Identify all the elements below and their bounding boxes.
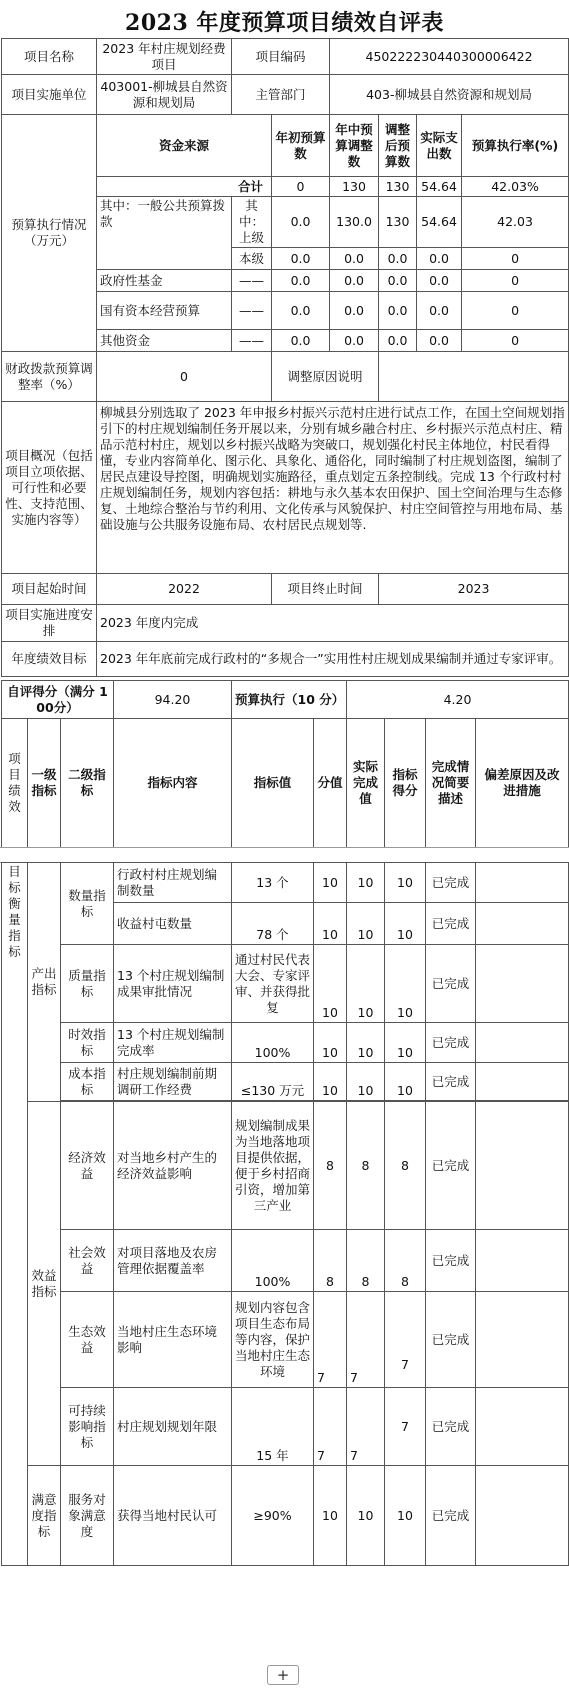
state-capital-mid: 0.0 <box>330 292 379 330</box>
progress-label: 项目实施进度安排 <box>2 605 97 642</box>
gov-fund-adjusted: 0.0 <box>379 270 417 292</box>
state-capital-adjusted: 0.0 <box>379 292 417 330</box>
row6-note <box>476 1102 569 1230</box>
row5-got: 10 <box>385 1063 426 1101</box>
row5-note <box>476 1063 569 1101</box>
form-title: 2023 年度预算项目绩效自评表 <box>125 10 444 36</box>
row7-note <box>476 1230 569 1292</box>
other-fund-dash: —— <box>232 330 272 352</box>
service-indicator-label: 服务对象满意度 <box>61 1466 114 1566</box>
row10-score: 10 <box>314 1466 347 1566</box>
row6-got: 8 <box>385 1102 426 1230</box>
row10-content: 获得当地村民认可 <box>114 1466 232 1566</box>
eco-indicator-label: 生态效益 <box>61 1292 114 1388</box>
other-fund-label: 其他资金 <box>97 330 232 352</box>
col-value: 指标值 <box>232 719 314 848</box>
row4-note <box>476 1023 569 1063</box>
adjust-reason-value <box>379 352 569 402</box>
state-capital-initial: 0.0 <box>272 292 330 330</box>
row5-status: 已完成 <box>426 1063 476 1101</box>
row2-status: 已完成 <box>426 903 476 945</box>
project-name-value: 2023 年村庄规划经费项目 <box>97 39 232 75</box>
adjust-reason-label: 调整原因说明 <box>272 352 379 402</box>
row3-note <box>476 945 569 1023</box>
unit-value: 403001-柳城县自然资源和规划局 <box>97 75 232 115</box>
total-adjusted: 130 <box>379 177 417 197</box>
actual-header: 实际支出数 <box>417 115 462 177</box>
timeliness-indicator-label: 时效指标 <box>61 1023 114 1063</box>
col-deviation: 偏差原因及改进措施 <box>476 719 569 848</box>
row2-value: 78 个 <box>232 903 314 945</box>
budget-section-label: 预算执行情况（万元） <box>2 115 97 352</box>
row10-status: 已完成 <box>426 1466 476 1566</box>
row9-score: 7 <box>314 1388 347 1466</box>
row8-note <box>476 1292 569 1388</box>
col-level2: 二级指标 <box>61 719 114 848</box>
col-project-perf: 项目绩效 <box>2 719 28 848</box>
row3-actual: 10 <box>347 945 385 1023</box>
project-code-label: 项目编码 <box>232 39 330 75</box>
upper-label: 其中：上级 <box>232 197 272 248</box>
gov-fund-label: 政府性基金 <box>97 270 232 292</box>
row10-note <box>476 1466 569 1566</box>
row8-value: 规划内容包含项目生态布局等内容，保护当地村庄生态环境 <box>232 1292 314 1388</box>
adjust-rate-label: 财政拨款预算调整率（%） <box>2 352 97 402</box>
other-fund-rate: 0 <box>462 330 569 352</box>
row3-content: 13 个村庄规划编制成果审批情况 <box>114 945 232 1023</box>
row1-value: 13 个 <box>232 863 314 903</box>
row2-note <box>476 903 569 945</box>
local-initial: 0.0 <box>272 248 330 270</box>
exec-score-label: 预算执行（10 分） <box>232 681 347 719</box>
mid-adjust-header: 年中预算调整数 <box>330 115 379 177</box>
local-adjusted: 0.0 <box>379 248 417 270</box>
row2-content: 收益村屯数量 <box>114 903 232 945</box>
overview-label: 项目概况（包括项目立项依据、可行性和必要性、支持范围、实施内容等） <box>2 402 97 574</box>
row10-got: 10 <box>385 1466 426 1566</box>
row8-got: 7 <box>385 1292 426 1388</box>
row1-note <box>476 863 569 903</box>
row6-actual: 8 <box>347 1102 385 1230</box>
project-name-label: 项目名称 <box>2 39 97 75</box>
row9-note <box>476 1388 569 1466</box>
total-mid: 130 <box>330 177 379 197</box>
overview-text: 柳城县分别选取了 2023 年申报乡村振兴示范村庄进行试点工作，在国土空间规划指引下的村庄规划编制任务开展以来，分别有城乡融合村庄、乡村振兴示范点村庄、精品示范村村庄，规划以乡村振兴战略为突破口，规划强化村民主体地位，村民看得懂，专业内容简单化、图示化、具象化、通俗化，同时编制了村庄规划盗图，编制了居民点建设导控图，明确规划实施路径，重点划定五条控制线。完成 13 个行政村村庄规划编制任务，规划内容包括：耕地与永久基本农田保护、国土空间治理与生态修复、土地综合整治与节约利用、文化传承与风貌保护、村庄空间管控与用地布局、基础设施与公共服务设施布局、农村居民点规划等. <box>97 402 569 574</box>
row8-content: 当地村庄生态环境影响 <box>114 1292 232 1388</box>
row4-status: 已完成 <box>426 1023 476 1063</box>
adjust-rate-value: 0 <box>97 352 272 402</box>
output-indicator-label: 产出指标 <box>28 863 61 1102</box>
state-capital-label: 国有资本经营预算 <box>97 292 232 330</box>
col-level1: 一级指标 <box>28 719 61 848</box>
row1-status: 已完成 <box>426 863 476 903</box>
other-fund-actual: 0.0 <box>417 330 462 352</box>
row4-value: 100% <box>232 1023 314 1063</box>
row10-value: ≥90% <box>232 1466 314 1566</box>
total-initial: 0 <box>272 177 330 197</box>
row9-status: 已完成 <box>426 1388 476 1466</box>
row7-got: 8 <box>385 1230 426 1292</box>
col-got: 指标得分 <box>385 719 426 848</box>
progress-value: 2023 年度内完成 <box>97 605 569 642</box>
local-mid: 0.0 <box>330 248 379 270</box>
satisfaction-indicator-label: 满意度指标 <box>28 1466 61 1566</box>
row9-actual: 7 <box>347 1388 385 1466</box>
indicator-header-table <box>1 680 569 848</box>
row7-content: 对项目落地及农房管理依据覆盖率 <box>114 1230 232 1292</box>
benefit-indicator-label: 效益指标 <box>28 1102 61 1466</box>
total-actual: 54.64 <box>417 177 462 197</box>
self-score-value: 94.20 <box>114 681 232 719</box>
row8-status: 已完成 <box>426 1292 476 1388</box>
quality-indicator-label: 质量指标 <box>61 945 114 1023</box>
row1-got: 10 <box>385 863 426 903</box>
goal-value: 2023 年年底前完成行政村的“多规合一”实用性村庄规划成果编制并通过专家评审。 <box>97 642 569 677</box>
row10-actual: 10 <box>347 1466 385 1566</box>
state-capital-dash: —— <box>232 292 272 330</box>
row5-score: 10 <box>314 1063 347 1101</box>
row6-content: 对当地乡村产生的经济效益影响 <box>114 1102 232 1230</box>
col-score: 分值 <box>314 719 347 848</box>
row7-value: 100% <box>232 1230 314 1292</box>
row3-score: 10 <box>314 945 347 1023</box>
sustain-indicator-label: 可持续影响指标 <box>61 1388 114 1466</box>
economic-indicator-label: 经济效益 <box>61 1102 114 1230</box>
row8-actual: 7 <box>347 1292 385 1388</box>
row6-score: 8 <box>314 1102 347 1230</box>
row5-value: ≤130 万元 <box>232 1063 314 1101</box>
local-actual: 0.0 <box>417 248 462 270</box>
total-label: 合计 <box>97 177 272 197</box>
initial-header: 年初预算数 <box>272 115 330 177</box>
local-rate: 0 <box>462 248 569 270</box>
end-time-label: 项目终止时间 <box>272 574 379 605</box>
col-status: 完成情况简要描述 <box>426 719 476 848</box>
row1-score: 10 <box>314 863 347 903</box>
quantity-indicator-label: 数量指标 <box>61 863 114 945</box>
row7-score: 8 <box>314 1230 347 1292</box>
dept-label: 主管部门 <box>232 75 330 115</box>
gov-fund-dash: —— <box>232 270 272 292</box>
upper-adjusted: 130 <box>379 197 417 248</box>
rate-header: 预算执行率(%) <box>462 115 569 177</box>
row3-value: 通过村民代表大会、专家评审、并获得批复 <box>232 945 314 1023</box>
project-code-value: 450222230440300006422 <box>330 39 569 75</box>
row4-content: 13 个村庄规划编制完成率 <box>114 1023 232 1063</box>
row9-got: 7 <box>385 1388 426 1466</box>
row4-actual: 10 <box>347 1023 385 1063</box>
gov-fund-rate: 0 <box>462 270 569 292</box>
row5-content: 村庄规划编制前期调研工作经费 <box>114 1063 232 1101</box>
general-budget-label: 其中：一般公共预算拨款 <box>97 197 232 270</box>
row1-content: 行政村村庄规划编制数量 <box>114 863 232 903</box>
row6-status: 已完成 <box>426 1102 476 1230</box>
row7-actual: 8 <box>347 1230 385 1292</box>
budget-info-table <box>1 38 569 677</box>
social-indicator-label: 社会效益 <box>61 1230 114 1292</box>
cost-indicator-label: 成本指标 <box>61 1063 114 1101</box>
row8-score: 7 <box>314 1292 347 1388</box>
upper-rate: 42.03 <box>462 197 569 248</box>
col-content: 指标内容 <box>114 719 232 848</box>
indicator-table <box>1 862 569 1566</box>
other-fund-mid: 0.0 <box>330 330 379 352</box>
row2-got: 10 <box>385 903 426 945</box>
other-fund-adjusted: 0.0 <box>379 330 417 352</box>
page-break-divider <box>0 847 569 863</box>
row9-value: 15 年 <box>232 1388 314 1466</box>
upper-actual: 54.64 <box>417 197 462 248</box>
other-fund-initial: 0.0 <box>272 330 330 352</box>
row3-got: 10 <box>385 945 426 1023</box>
row3-status: 已完成 <box>426 945 476 1023</box>
row1-actual: 10 <box>347 863 385 903</box>
end-time-value: 2023 <box>379 574 569 605</box>
row4-score: 10 <box>314 1023 347 1063</box>
start-time-value: 2022 <box>97 574 272 605</box>
start-time-label: 项目起始时间 <box>2 574 97 605</box>
exec-score-value: 4.20 <box>347 681 569 719</box>
total-rate: 42.03% <box>462 177 569 197</box>
adjusted-header: 调整后预算数 <box>379 115 417 177</box>
gov-fund-mid: 0.0 <box>330 270 379 292</box>
self-score-label: 自评得分（满分 100分） <box>2 681 114 719</box>
row4-got: 10 <box>385 1023 426 1063</box>
unit-label: 项目实施单位 <box>2 75 97 115</box>
gov-fund-initial: 0.0 <box>272 270 330 292</box>
row6-value: 规划编制成果为当地落地项目提供依据，便于乡村招商引资，增加第三产业 <box>232 1102 314 1230</box>
plus-icon[interactable]: + <box>267 1665 299 1685</box>
goal-label: 年度绩效目标 <box>2 642 97 677</box>
col-actual: 实际完成值 <box>347 719 385 848</box>
row5-actual: 10 <box>347 1063 385 1101</box>
row9-content: 村庄规划规划年限 <box>114 1388 232 1466</box>
row7-status: 已完成 <box>426 1230 476 1292</box>
dept-value: 403-柳城县自然资源和规划局 <box>330 75 569 115</box>
gov-fund-actual: 0.0 <box>417 270 462 292</box>
row2-actual: 10 <box>347 903 385 945</box>
state-capital-rate: 0 <box>462 292 569 330</box>
row2-score: 10 <box>314 903 347 945</box>
upper-mid: 130.0 <box>330 197 379 248</box>
source-header: 资金来源 <box>97 115 272 177</box>
goal-measure-label: 目标衡量指标 <box>2 863 28 1566</box>
upper-initial: 0.0 <box>272 197 330 248</box>
local-label: 本级 <box>232 248 272 270</box>
state-capital-actual: 0.0 <box>417 292 462 330</box>
